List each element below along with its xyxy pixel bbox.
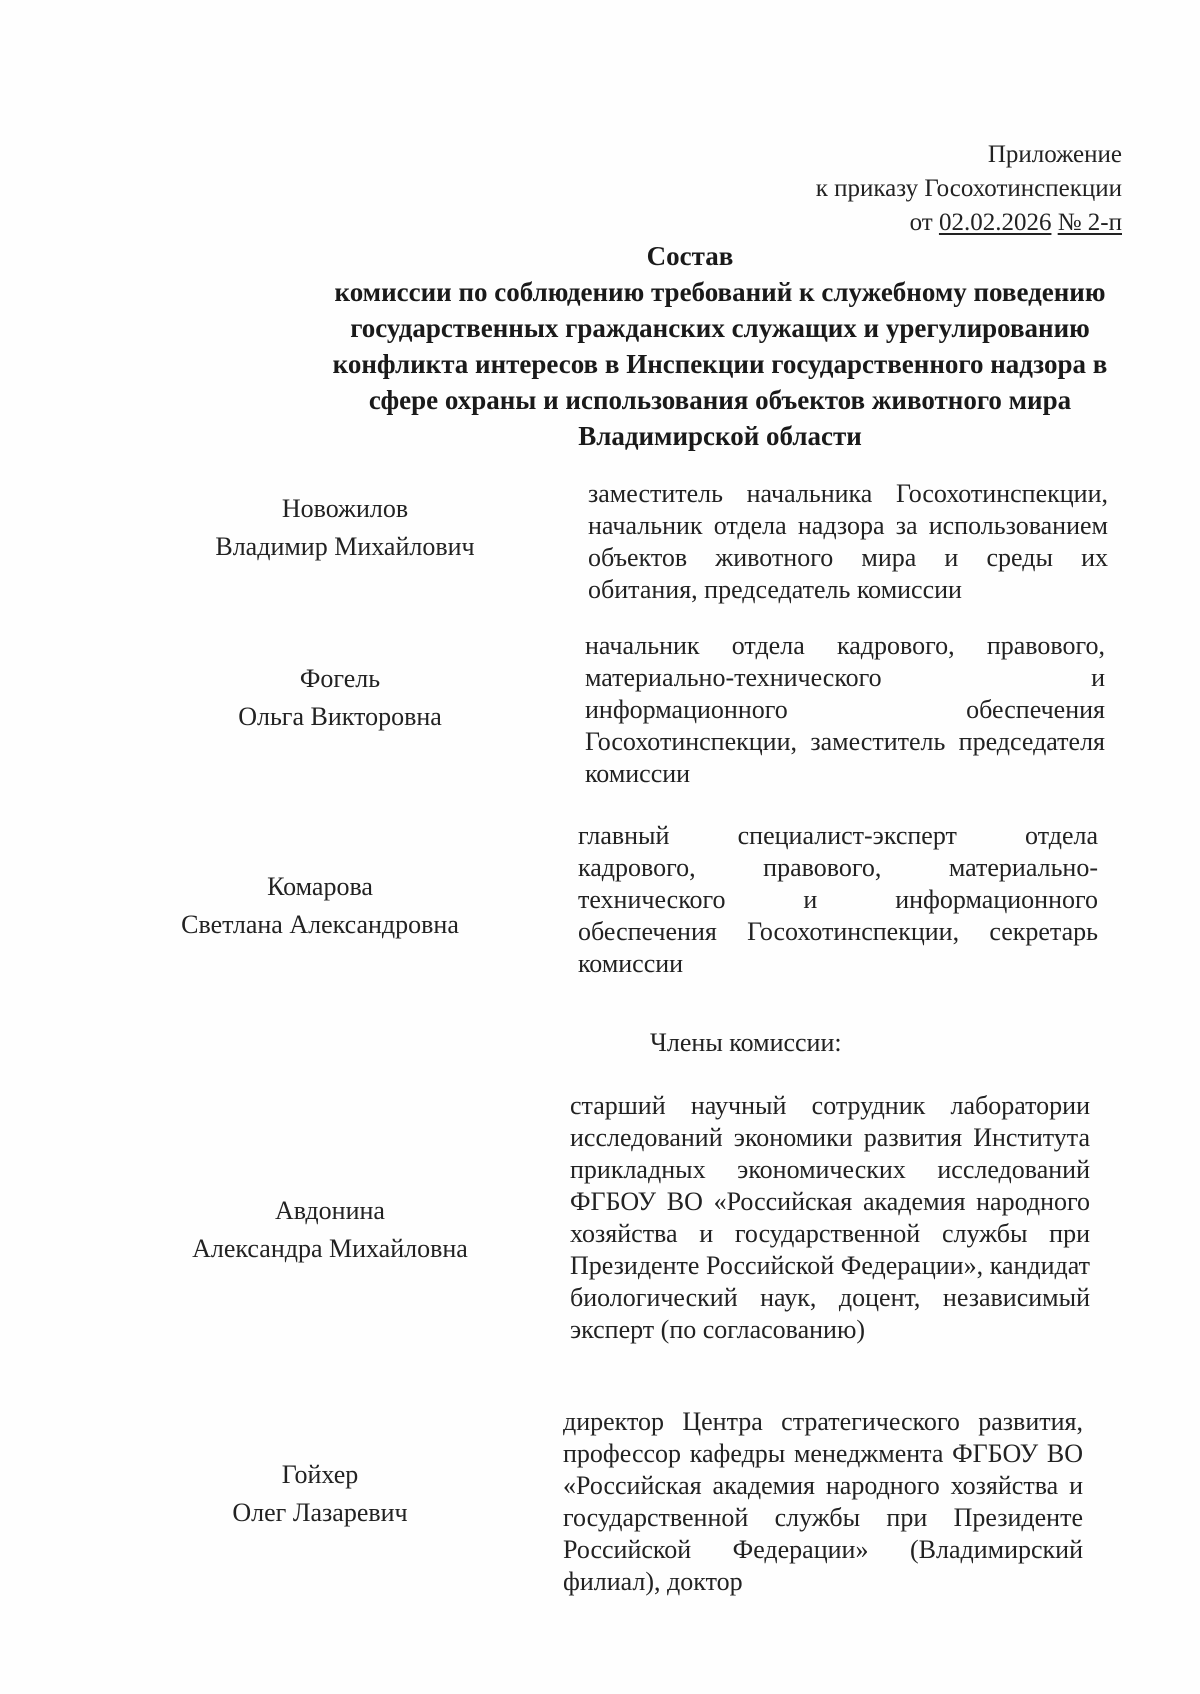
appendix-date-line xyxy=(816,206,1122,240)
member-surname: Авдонина xyxy=(275,1196,385,1225)
member-role: старший научный сотрудник лаборатории исследований экономики развития Института прикладных экономических исследований ФГБОУ ВО «Российская академия народного хозяйства и государственной службы при Президенте Российской Федерации», кандидат биологический наук, доцент, независимый эксперт (по согласованию) xyxy=(570,1091,1090,1344)
member-role: главный специалист-эксперт отдела кадрового, правового, материально-технического и информационного обеспечения Госохотинспекции, секретарь комиссии xyxy=(578,821,1098,978)
member-name xyxy=(110,1456,530,1532)
members-heading: Члены комиссии: xyxy=(650,1028,842,1057)
member-given-name: Светлана Александровна xyxy=(181,910,459,939)
member-role: директор Центра стратегического развития, профессор кафедры менеджмента ФГБОУ ВО «Российская академия народного хозяйства и государственной службы при Президенте Российской Федерации» (Владимирский филиал), доктор xyxy=(563,1407,1083,1596)
member-given-name: Александра Михайловна xyxy=(192,1234,468,1263)
appendix-order-ref: к приказу Госохотинспекции xyxy=(815,175,1122,202)
appendix-number: № 2-п xyxy=(1057,209,1122,236)
title-line: Владимирской области xyxy=(578,421,862,451)
title-heading: Состав xyxy=(646,241,734,271)
title-line: государственных гражданских служащих и урегулированию xyxy=(350,313,1090,343)
member-name xyxy=(120,1192,540,1268)
member-given-name: Владимир Михайлович xyxy=(215,532,475,561)
member-surname: Фогель xyxy=(299,664,381,693)
title-line: конфликта интересов в Инспекции государственного надзора в xyxy=(332,349,1108,379)
member-role: начальник отдела кадрового, правового, материально-технического и информационного обеспечения Госохотинспекции, заместитель председателя комиссии xyxy=(585,631,1105,788)
appendix-date: 02.02.2026 xyxy=(938,209,1052,236)
member-name xyxy=(130,660,550,736)
appendix-title: Приложение xyxy=(987,141,1122,168)
document-title xyxy=(280,238,1160,454)
title-line: сфере охраны и использования объектов животного мира xyxy=(368,385,1072,415)
member-name xyxy=(110,868,530,944)
member-surname: Новожилов xyxy=(281,494,409,523)
member-role: заместитель начальника Госохотинспекции, начальник отдела надзора за использованием объектов животного мира и среды их обитания, председатель комиссии xyxy=(588,479,1108,604)
member-name xyxy=(135,490,555,566)
member-surname: Комарова xyxy=(267,872,373,901)
member-surname: Гойхер xyxy=(281,1460,359,1489)
member-given-name: Олег Лазаревич xyxy=(232,1498,408,1527)
appendix-block xyxy=(816,138,1122,240)
title-line: комиссии по соблюдению требований к служебному поведению xyxy=(334,277,1106,307)
member-given-name: Ольга Викторовна xyxy=(238,702,442,731)
appendix-date-prefix: от xyxy=(909,209,939,236)
